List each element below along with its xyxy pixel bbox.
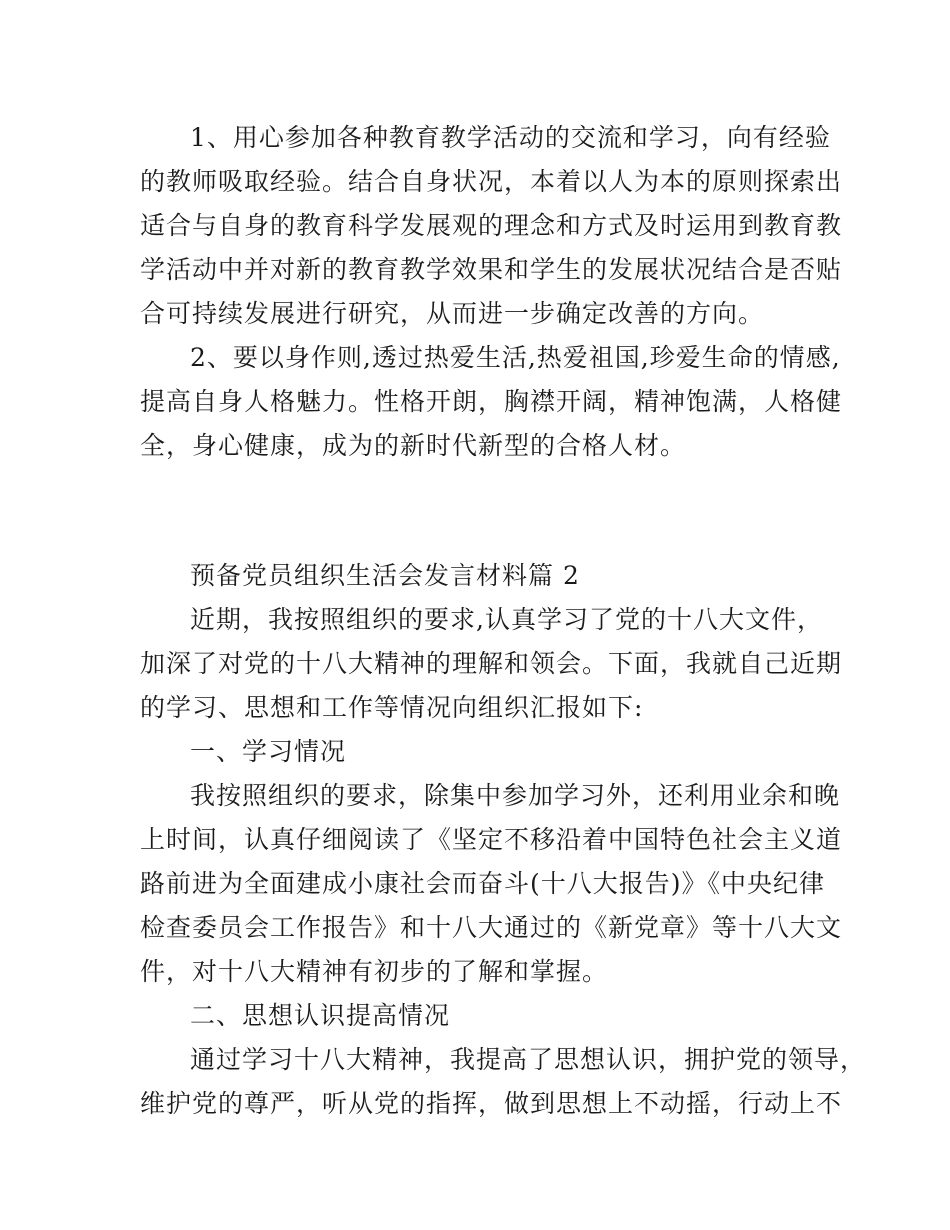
paragraph-2-line-1: 2、要以身作则,透过热爱生活,热爱祖国,珍爱生命的情感,	[190, 343, 841, 372]
paragraph-3-line-2: 加深了对党的十八大精神的理解和领会。下面，我就自己近期	[140, 649, 843, 678]
paragraph-1-line-4: 学活动中并对新的教育教学效果和学生的发展状况结合是否贴	[140, 255, 843, 284]
paragraph-1-line-5: 合可持续发展进行研究，从而进一步确定改善的方向。	[140, 299, 765, 328]
paragraph-3-line-1: 近期，我按照组织的要求,认真学习了党的十八大文件，	[190, 605, 823, 634]
paragraph-1-line-3: 适合与自身的教育科学发展观的理念和方式及时运用到教育教	[140, 211, 843, 240]
paragraph-4-line-1: 我按照组织的要求，除集中参加学习外，还利用业余和晚	[190, 781, 841, 810]
paragraph-1-line-2: 的教师吸取经验。结合自身状况，本着以人为本的原则探索出	[140, 167, 843, 196]
paragraph-4-line-2: 上时间，认真仔细阅读了《坚定不移沿着中国特色社会主义道	[140, 825, 843, 854]
paragraph-2-line-3: 全，身心健康，成为的新时代新型的合格人材。	[140, 431, 687, 460]
paragraph-4-line-5: 件，对十八大精神有初步的了解和掌握。	[140, 957, 609, 986]
paragraph-1-line-1: 1、用心参加各种教育教学活动的交流和学习，向有经验	[190, 123, 831, 152]
paragraph-5-line-2: 维护党的尊严，听从党的指挥，做到思想上不动摇，行动上不	[140, 1089, 843, 1118]
heading-thinking: 二、思想认识提高情况	[190, 1001, 451, 1030]
heading-study: 一、学习情况	[190, 737, 347, 766]
paragraph-4-line-3: 路前进为全面建成小康社会而奋斗(十八大报告)》《中央纪律	[140, 869, 826, 898]
paragraph-2-line-2: 提高自身人格魅力。性格开朗，胸襟开阔，精神饱满，人格健	[140, 387, 843, 416]
paragraph-3-line-3: 的学习、思想和工作等情况向组织汇报如下:	[140, 693, 644, 722]
section-title: 预备党员组织生活会发言材料篇 2	[190, 561, 580, 590]
paragraph-4-line-4: 检查委员会工作报告》和十八大通过的《新党章》等十八大文	[140, 913, 843, 942]
paragraph-5-line-1: 通过学习十八大精神，我提高了思想认识，拥护党的领导，	[190, 1045, 867, 1074]
